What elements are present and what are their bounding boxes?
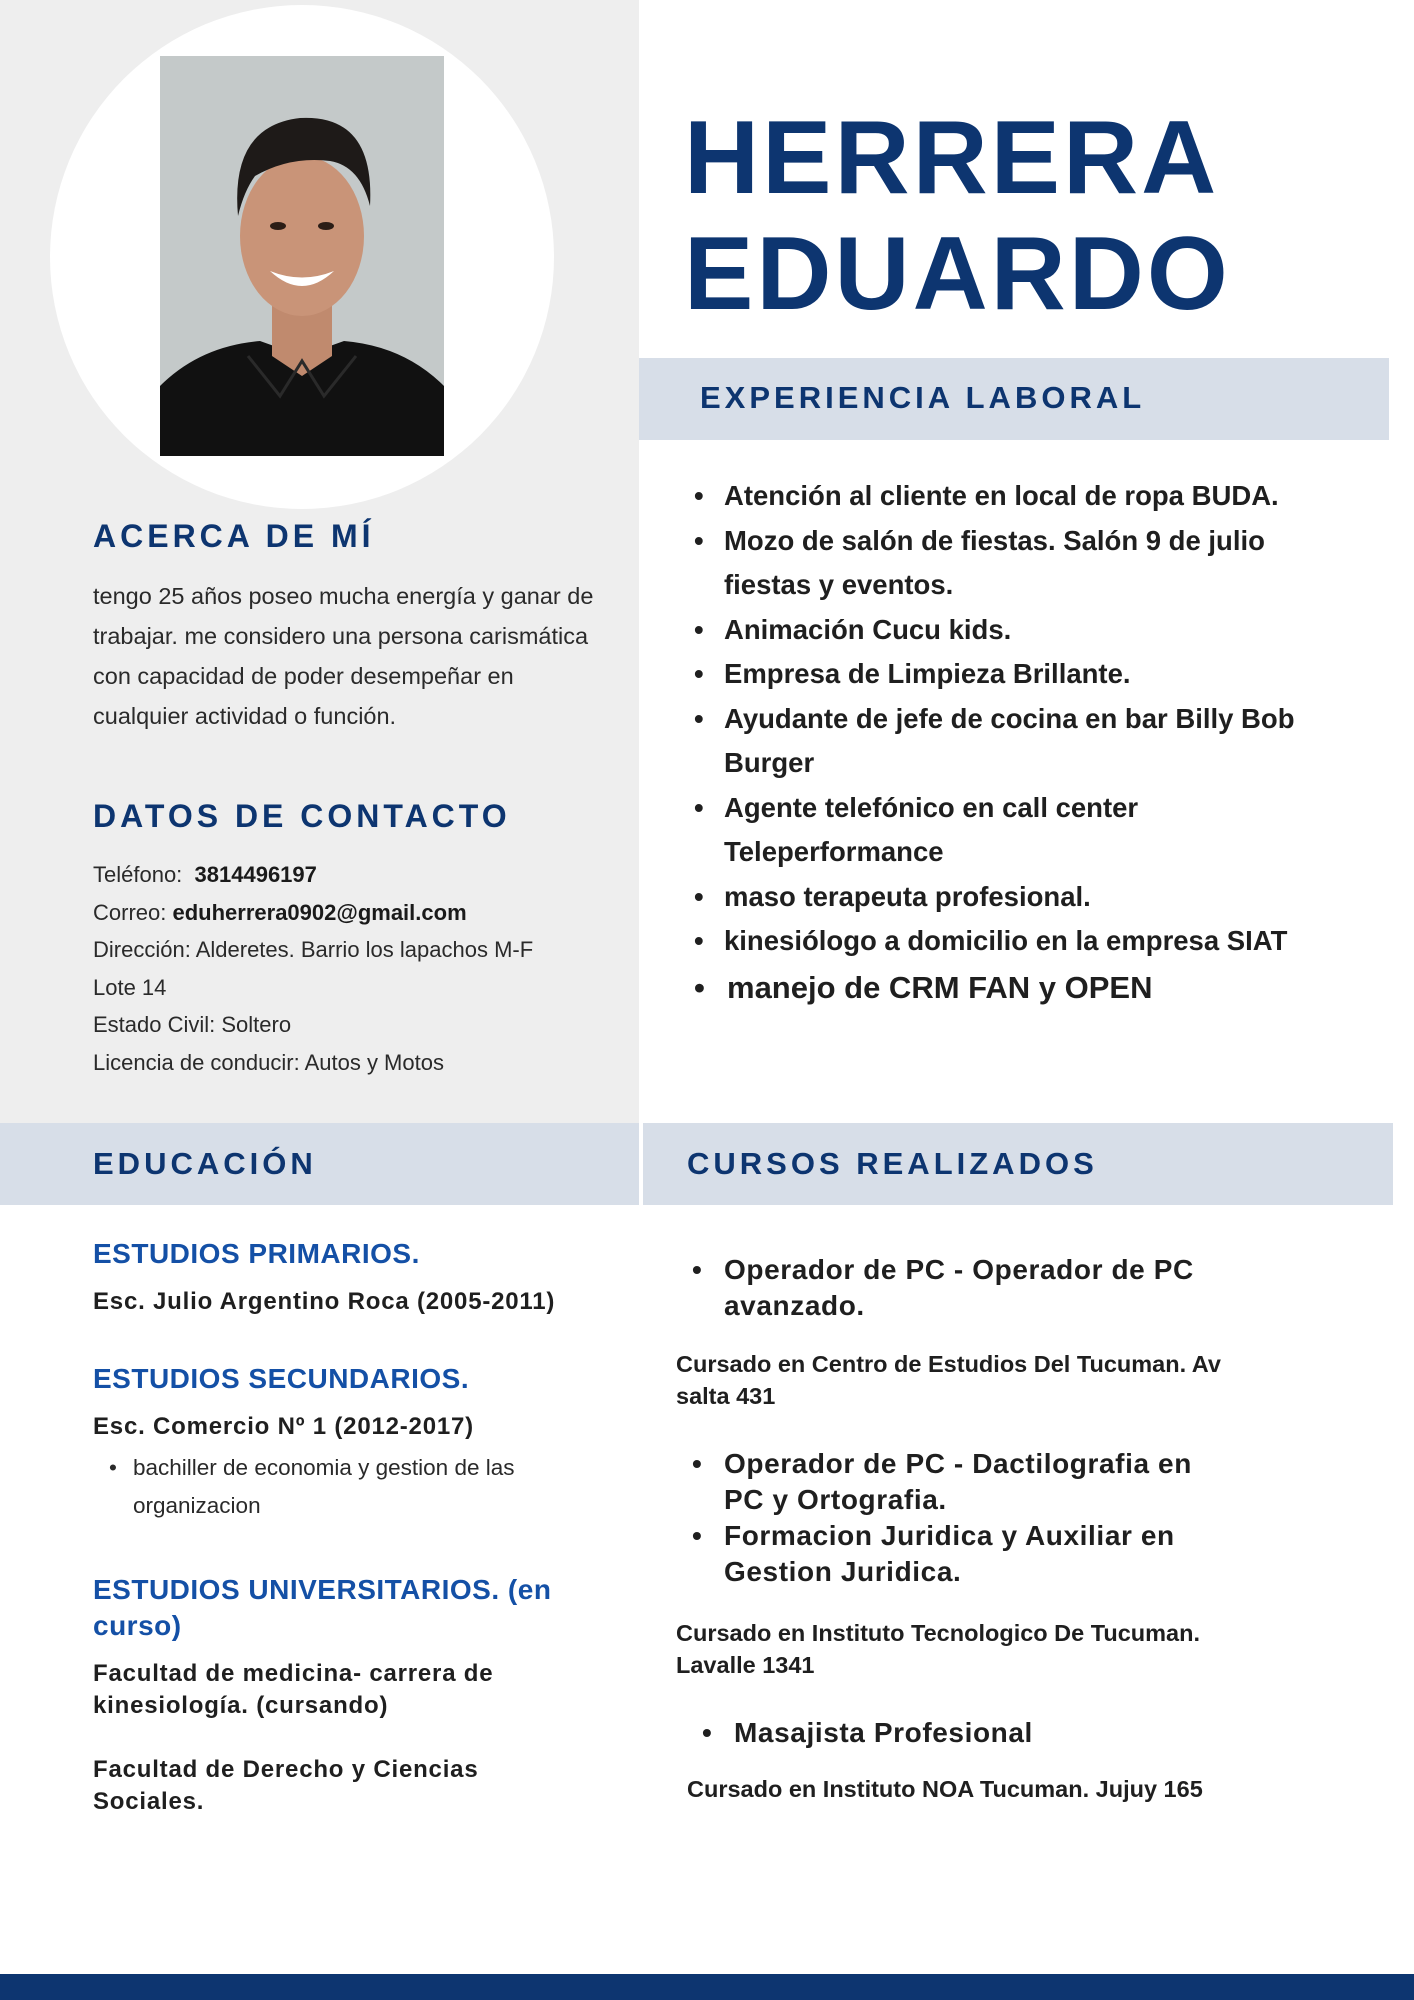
university-title: ESTUDIOS UNIVERSITARIOS. (en curso): [93, 1574, 552, 1641]
primary-title: ESTUDIOS PRIMARIOS.: [93, 1238, 420, 1269]
email-label: Correo:: [93, 899, 167, 925]
phone-label: Teléfono:: [93, 862, 183, 887]
courses-heading: CURSOS REALIZADOS: [687, 1146, 1098, 1181]
experience-heading: EXPERIENCIA LABORAL: [700, 380, 1146, 415]
experience-item: • manejo de CRM FAN y OPEN: [694, 966, 1334, 1011]
experience-item: • Ayudante de jefe de cocina en bar Billy Bob Burger: [694, 697, 1334, 786]
course-note: Cursado en Instituto NOA Tucuman. Jujuy 165: [687, 1776, 1203, 1802]
phone-value: 3814496197: [194, 862, 317, 887]
courses-group-1: [676, 1252, 1236, 1324]
name-line-2: EDUARDO: [684, 216, 1231, 332]
secondary-bullets: [93, 1449, 613, 1525]
courses-group-3: [686, 1715, 1246, 1751]
course-item: • Operador de PC - Dactilografia en PC y Ortografia.: [676, 1446, 1236, 1518]
experience-item: • kinesiólogo a domicilio en la empresa SIAT: [694, 919, 1334, 964]
experience-item: • Mozo de salón de fiestas. Salón 9 de julio fiestas y eventos.: [694, 519, 1334, 608]
experience-item: • Atención al cliente en local de ropa BUDA.: [694, 474, 1334, 519]
university-item: Facultad de Derecho y Ciencias Sociales.: [93, 1756, 479, 1815]
email-value: eduherrera0902@gmail.com: [172, 899, 467, 925]
course-note: Cursado en Centro de Estudios Del Tucuman. Av salta 431: [676, 1351, 1221, 1409]
education-heading: EDUCACIÓN: [93, 1146, 317, 1181]
experience-item: • maso terapeuta profesional.: [694, 875, 1334, 920]
course-item: • Masajista Profesional: [686, 1715, 1246, 1751]
contact-address-line1: Dirección: Alderetes. Barrio los lapachos M-F: [93, 937, 534, 962]
education-university: [93, 1572, 603, 1818]
secondary-school: Esc. Comercio Nº 1 (2012-2017): [93, 1413, 474, 1440]
university-item: Facultad de medicina- carrera de kinesiología. (cursando): [93, 1660, 494, 1719]
secondary-title: ESTUDIOS SECUNDARIOS.: [93, 1363, 470, 1394]
experience-item: • Animación Cucu kids.: [694, 608, 1334, 653]
contact-address-line2: Lote 14: [93, 974, 167, 1000]
about-text: tengo 25 años poseo mucha energía y ganar de trabajar. me considero una persona carismática con capacidad de poder desempeñar en cualquier actividad o función.: [93, 583, 594, 729]
experience-item: • Agente telefónico en call center Teleperformance: [694, 786, 1334, 875]
footer-bar: [0, 1974, 1414, 2000]
name-line-1: HERRERA: [684, 100, 1220, 216]
secondary-bullet: • bachiller de economia y gestion de las organizacion: [93, 1449, 613, 1525]
experience-item: • Empresa de Limpieza Brillante.: [694, 652, 1334, 697]
contact-civil-status: Estado Civil: Soltero: [93, 1012, 292, 1037]
education-primary: [93, 1236, 613, 1318]
contact-heading: DATOS DE CONTACTO: [93, 798, 511, 834]
contact-phone: [93, 856, 613, 894]
courses-group-2: [676, 1446, 1236, 1590]
course-note: Cursado en Instituto Tecnologico De Tucuman. Lavalle 1341: [676, 1620, 1200, 1678]
course-item: • Operador de PC - Operador de PC avanzado.: [676, 1252, 1236, 1324]
profile-photo: [160, 56, 444, 456]
contact-license: Licencia de conducir: Autos y Motos: [93, 1049, 444, 1075]
education-secondary: [93, 1361, 613, 1525]
about-heading: ACERCA DE MÍ: [93, 518, 375, 554]
contact-email: [93, 894, 613, 932]
experience-list: [694, 474, 1334, 1010]
primary-school: Esc. Julio Argentino Roca (2005-2011): [93, 1288, 556, 1315]
course-item: • Formacion Juridica y Auxiliar en Gestion Juridica.: [676, 1518, 1236, 1590]
contact-details: [93, 856, 613, 1081]
full-name: [684, 100, 1231, 332]
